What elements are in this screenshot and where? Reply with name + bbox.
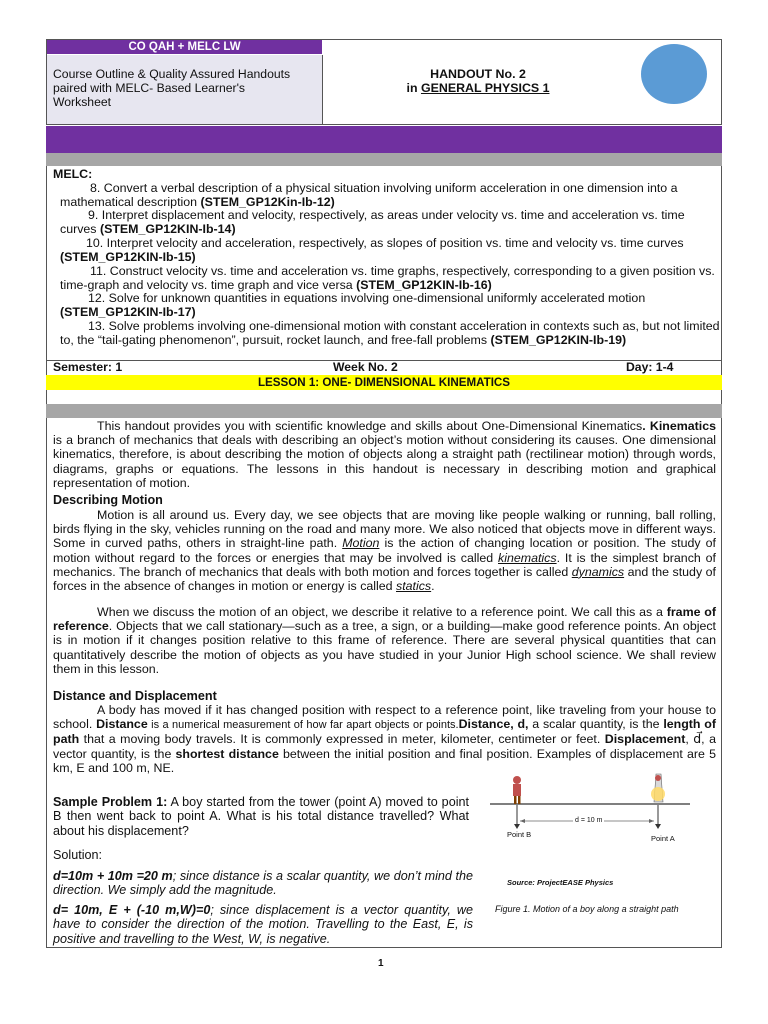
dm2-text-b: . Objects that we call stationary—such as a tree, a sign, or a building—make good reference points. An object is in motion if it changes position relative to this frame of reference. There are several physical quantities that can quantitatively describe the motion of objects as you have studied in your Junior High school science. We shall review them in this lesson.: [53, 619, 716, 676]
boy-figure: [513, 776, 521, 804]
melc-heading: MELC:: [53, 167, 93, 181]
kinematics-term: Kinematics: [649, 419, 716, 433]
kinematics-term-2: kinematics: [498, 550, 557, 565]
melc-item-text: 11. Construct velocity vs. time and acceleration vs. time graphs, respectively, corresponding to a given position vs. time-graph and velocity vs. time graph and vice versa: [60, 264, 715, 292]
melc-item-text: 9. Interpret displacement and velocity, respectively, as areas under velocity vs. time and acceleration vs. time curves: [60, 208, 685, 236]
motion-term: Motion: [342, 536, 380, 551]
distance-term: Distance: [96, 717, 148, 732]
intro-text-a: This handout provides you with scientific knowledge and skills about One-Dimensional Kinematics: [97, 419, 643, 433]
describing-motion-paragraph-2: [53, 605, 716, 676]
melc-item-text: 10. Interpret velocity and acceleration, respectively, as slopes of position vs. time and velocity vs. time curves: [86, 236, 684, 250]
dm-text-c: . It is the simplest branch of mechanics. The branch of mechanics that deals with both motion and forces together is called: [53, 550, 716, 579]
week-label: Week No. 2: [333, 360, 398, 374]
header-description: Course Outline & Quality Assured Handouts paired with MELC- Based Learner's Worksheet: [53, 67, 291, 110]
header-banner-text: CO QAH + MELC LW: [128, 41, 241, 53]
semester-label: Semester: 1: [53, 360, 123, 374]
length-of-path-term: length of path: [53, 717, 716, 747]
melc-item-code: (STEM_GP12KIN-Ib-15): [60, 250, 196, 264]
dd-text-e: a vector quantity, is the: [53, 732, 716, 761]
dd-text-c: a scalar quantity, is the: [528, 717, 664, 732]
dd-text-d: that a moving body travels. It is commonly expressed in meter, kilometer, centimeter or feet.: [79, 732, 605, 747]
handout-subject-line: [323, 81, 633, 95]
melc-item-11: [60, 264, 720, 292]
melc-item-12: [60, 291, 720, 319]
distance-explanation: ; since distance is a scalar quantity, we don’t mind the direction. We simply add the magnitude.: [53, 869, 473, 898]
frame-of-reference-term: frame of reference: [53, 605, 716, 634]
melc-item-code: (STEM_GP12KIN-Ib-16): [356, 278, 492, 292]
dm2-text-a: When we discuss the motion of an object, we describe it relative to a reference point. We call this as a: [97, 605, 667, 619]
sample-problem: [53, 795, 469, 838]
point-a-label: Point A: [651, 834, 675, 843]
page-number: 1: [378, 958, 384, 969]
tower-figure: [651, 774, 665, 802]
dd-text-b: is a numerical measurement of how far apart objects or points.: [147, 719, 459, 732]
melc-item-9: [60, 208, 720, 236]
statics-term: statics: [396, 579, 432, 594]
purple-divider-bar: [46, 126, 722, 153]
handout-subject-prefix: in: [406, 81, 418, 95]
dm-text-d: and the study of forces in the absence of changes in motion or energy is called: [53, 564, 716, 594]
school-logo: [641, 44, 707, 104]
vector-d-symbol: , d⃗,: [685, 732, 705, 747]
solution-label: Solution:: [53, 848, 103, 862]
describing-motion-paragraph-1: [53, 508, 716, 593]
dm-text-e: .: [431, 579, 435, 594]
melc-item-text: 13. Solve problems involving one-dimensional motion with constant acceleration in contexts such as, but not limited to, the “tail-gating phenomenon”, pursuit, rocket launch, and free-fall problems: [60, 319, 720, 347]
day-label: Day: 1-4: [626, 360, 674, 374]
describing-motion-heading: Describing Motion: [53, 493, 163, 507]
blank-row: [46, 390, 722, 404]
displacement-equation: d= 10m, E + (-10 m,W)=0: [53, 903, 211, 917]
figure-caption: Figure 1. Motion of a boy along a straight path: [495, 904, 679, 914]
figure-source: Source: ProjectEASE Physics: [507, 878, 614, 887]
displacement-explanation: ; since displacement is a vector quantity, we have to consider the direction of the motion. Travelling to the East, E, is positive and travelling to the West, W, is negative.: [53, 903, 473, 946]
solution-distance: [53, 869, 473, 898]
dm-text-a: Motion is all around us. Every day, we see objects that are moving like people walking or running, ball rolling, birds flying in the sky, vehicles running on the road and many more. We also noticed that objects move in different ways. Some in curved paths, others in straight-line path.: [53, 508, 716, 551]
melc-item-text: 12. Solve for unknown quantities in equations involving one-dimensional uniformly accelerated motion: [88, 291, 646, 305]
handout-subject: GENERAL PHYSICS 1: [420, 81, 550, 95]
intro-text-b: is a branch of mechanics that deals with describing an object’s motion without considering its causes. One dimensional kinematics, therefore, is about describing the motion of objects along a straight path (rectilinear motion) through words, diagrams, graphs or equations. The lessons in this handout is necessary in describing motion and graphical representation of motion.: [53, 433, 716, 490]
melc-item-code: (STEM_GP12KIN-Ib-14): [99, 222, 236, 236]
distance-d-term: Distance, d,: [458, 717, 529, 732]
distance-equation: d=10m + 10m =20 m: [53, 869, 173, 883]
shortest-distance-term: shortest distance: [175, 746, 279, 761]
solution-displacement: [53, 903, 473, 946]
melc-item-code: (STEM_GP12KIN-Ib-19): [490, 333, 627, 347]
distance-paragraph: [53, 703, 716, 775]
intro-paragraph: This handout provides you with scientific knowledge and skills about One-Dimensional Kinematics. Kinematics is a branch of mechanics that deals with describing an object’s motion without considering its causes. One dimensional kinematics, therefore, is about describing the motion of objects along a straight path (rectilinear motion) through words, diagrams, graphs or equations. The lessons in this handout is necessary in describing motion and graphical representation of motion.: [53, 419, 716, 490]
dd-text-a: A body has moved if it has changed position with respect to a reference point, like traveling from your house to school.: [53, 703, 716, 732]
distance-label: d = 10 m: [575, 817, 603, 824]
melc-item-code: (STEM_GP12Kin-Ib-12): [200, 195, 335, 209]
melc-item-13: [60, 319, 720, 347]
displacement-term: Displacement: [604, 732, 686, 747]
melc-item-text: 8. Convert a verbal description of a physical situation involving uniform acceleration in one dimension into a mathematical description: [60, 181, 678, 209]
sample-problem-text: A boy started from the tower (point A) moved to point B then went back to point A. What is his total distance travelled? What about his displacement?: [53, 795, 469, 838]
melc-item-10: [60, 236, 720, 264]
point-b-label: Point B: [507, 830, 532, 839]
distance-displacement-heading: Distance and Displacement: [53, 689, 217, 703]
gray-divider-bar: [46, 153, 722, 166]
handout-number: HANDOUT No. 2: [430, 67, 526, 81]
dm-text-b: is the action of changing location or position. The study of motion without regard to the forces or energies that may be involved is called: [53, 536, 716, 565]
gray-divider-bar-2: [46, 404, 722, 418]
dd-text-f: between the initial position and final position. Examples of displacement are 5 km, E and 100 m, NE.: [53, 746, 716, 775]
dynamics-term: dynamics: [571, 564, 625, 579]
lesson-title: LESSON 1: ONE- DIMENSIONAL KINEMATICS: [257, 376, 511, 389]
sample-problem-label: Sample Problem 1:: [53, 795, 168, 809]
melc-item-code: (STEM_GP12KIN-Ib-17): [60, 305, 196, 319]
melc-item-8: [60, 181, 720, 209]
